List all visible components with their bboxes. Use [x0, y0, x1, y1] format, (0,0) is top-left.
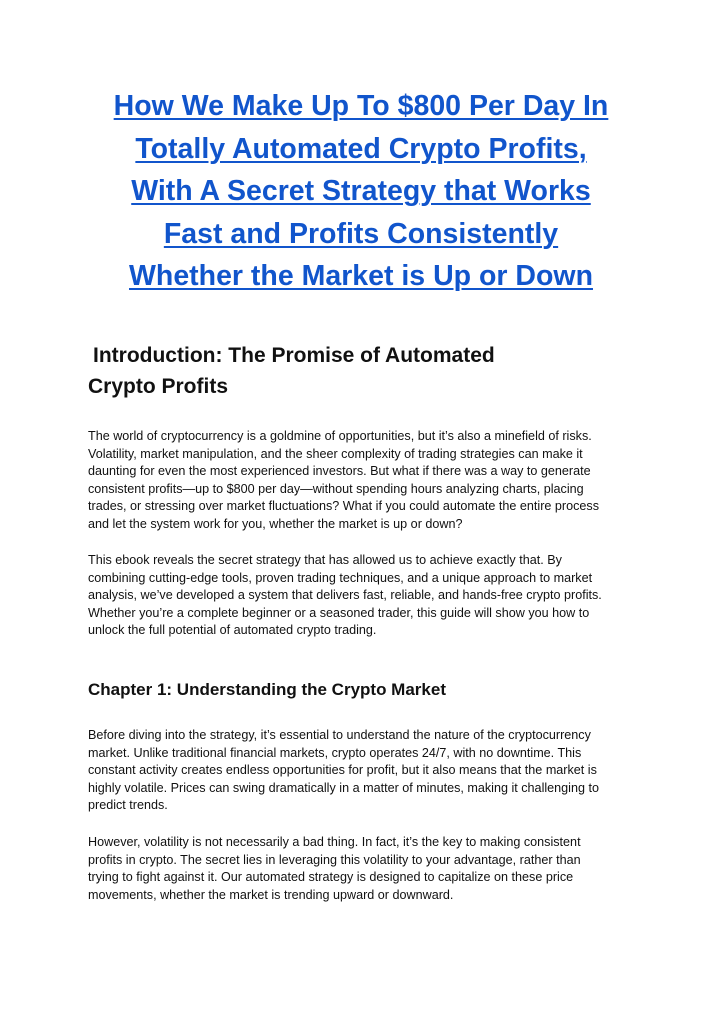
paragraph-line: Before diving into the strategy, it’s essential to understand the nature of the cryptocurrency	[88, 728, 591, 742]
title-link[interactable]	[88, 85, 634, 298]
paragraph-line: unlock the full potential of automated crypto trading.	[88, 623, 377, 638]
paragraph-line: This ebook reveals the secret strategy that has allowed us to achieve exactly that. By	[88, 553, 562, 567]
paragraph-line: movements, whether the market is trending upward or downward.	[88, 887, 454, 902]
paragraph-line: analysis, we’ve developed a system that delivers fast, reliable, and hands-free crypto profits.	[88, 588, 602, 603]
document-title	[88, 85, 634, 298]
paragraph-line: However, volatility is not necessarily a bad thing. In fact, it’s the key to making consistent	[88, 835, 581, 849]
title-line: With A Secret Strategy that Works	[131, 175, 591, 207]
chapter-1-paragraph-1	[88, 727, 648, 815]
paragraph-line: profits in crypto. The secret lies in leveraging this volatility to your advantage, rather than	[88, 852, 581, 867]
paragraph-line: daunting for even the most experienced investors. But what if there was a way to generate	[88, 464, 591, 479]
chapter-1-paragraph-2	[88, 834, 648, 904]
paragraph-line: highly volatile. Prices can swing dramatically in a matter of minutes, making it challenging to	[88, 780, 599, 795]
paragraph-line: trades, or stressing over market fluctuations? What if you could automate the entire process	[88, 499, 599, 514]
paragraph-line: constant activity creates endless opportunities for profit, but it also means that the market is	[88, 763, 597, 778]
paragraph-line: predict trends.	[88, 798, 168, 813]
paragraph-line: Volatility, market manipulation, and the sheer complexity of trading strategies can make it	[88, 446, 583, 461]
title-line: Totally Automated Crypto Profits,	[135, 132, 587, 165]
heading-line: Introduction: The Promise of Automated	[93, 344, 495, 367]
paragraph-line: The world of cryptocurrency is a goldmine of opportunities, but it’s also a minefield of risks.	[88, 429, 592, 443]
heading-line: Crypto Profits	[88, 375, 229, 398]
paragraph-line: consistent profits—up to $800 per day—without spending hours analyzing charts, placing	[88, 481, 584, 496]
paragraph-line: market. Unlike traditional financial markets, crypto operates 24/7, with no downtime. This	[88, 745, 582, 760]
title-line: How We Make Up To $800 Per Day In	[113, 90, 609, 122]
introduction-heading	[88, 340, 608, 402]
title-line: Fast and Profits Consistently	[163, 217, 559, 250]
introduction-paragraph-2	[88, 552, 648, 640]
paragraph-line: Whether you’re a complete beginner or a seasoned trader, this guide will show you how to	[88, 605, 590, 620]
paragraph-line: trying to fight against it. Our automated strategy is designed to capitalize on these price	[88, 870, 574, 885]
paragraph-line: combining cutting-edge tools, proven trading techniques, and a unique approach to market	[88, 570, 593, 585]
introduction-paragraph-1	[88, 428, 648, 534]
chapter-1-heading: Chapter 1: Understanding the Crypto Market	[88, 680, 446, 699]
title-line: Whether the Market is Up or Down	[129, 260, 593, 292]
paragraph-line: and let the system work for you, whether the market is up or down?	[88, 516, 463, 531]
